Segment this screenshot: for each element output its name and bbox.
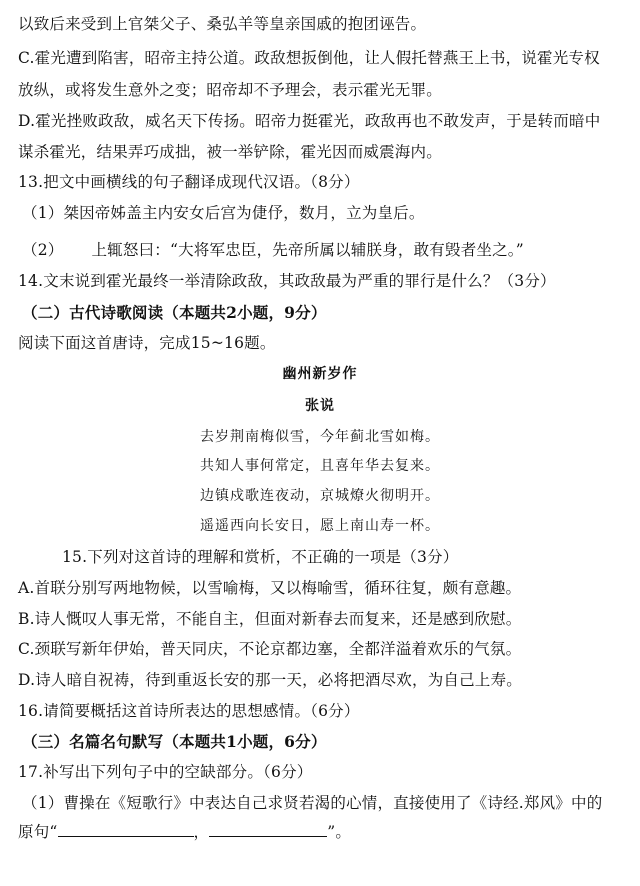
option-15c: C.颈联写新年伊始，普天同庆，不论京都边塞，全都洋溢着欢乐的气氛。 [18,640,522,658]
poem-instructions: 阅读下面这首唐诗，完成15~16题。 [18,334,276,352]
poem-author: 张说 [305,398,335,414]
poem-line-1: 去岁荆南梅似雪，今年蓟北雪如梅。 [200,429,440,445]
question-15: 15.下列对这首诗的理解和赏析，不正确的一项是（3分） [62,548,459,566]
option-c-line-2: 放纵，或将发生意外之变；昭帝却不予理会，表示霍光无罪。 [18,81,442,99]
answer-blank-2[interactable] [209,822,327,837]
section-2-heading: （二）古代诗歌阅读（本题共2小题，9分） [22,303,327,322]
question-16: 16.请简要概括这首诗所表达的思想感情。（6分） [18,702,360,720]
option-d-line-2: 谋杀霍光，结果弄巧成拙，被一举铲除，霍光因而威震海内。 [18,143,442,161]
answer-blank-1[interactable] [58,822,194,837]
poem-title: 幽州新岁作 [282,366,358,382]
question-13-part-1: （1）桀因帝姊盖主内安女后宫为倢伃，数月，立为皇后。 [22,204,425,222]
option-c-line-1: C.霍光遭到陷害，昭帝主持公道。政敌想扳倒他，让人假托替燕王上书，说霍光专权 [18,49,600,67]
question-13-part-2 [22,240,640,260]
poem-line-2: 共知人事何常定，且喜年华去复来。 [200,458,440,474]
option-15b: B.诗人慨叹人事无常，不能自主，但面对新春去而复来，还是感到欣慰。 [18,610,522,628]
question-14: 14.文末说到霍光最终一举清除政敌，其政敌最为严重的罪行是什么？（3分） [18,272,556,290]
option-15d: D.诗人暗自祝祷，待到重返长安的那一天，必将把酒尽欢，为自己上寿。 [18,671,522,689]
option-b-continuation: 以致后来受到上官桀父子、桑弘羊等皇亲国戚的抱团诬告。 [18,15,427,33]
option-15a: A.首联分别写两地物候，以雪喻梅，又以梅喻雪，循环往复，颇有意趣。 [18,579,522,597]
question-13: 13.把文中画横线的句子翻译成现代汉语。（8分） [18,173,360,191]
question-17: 17.补写出下列句子中的空缺部分。（6分） [18,763,313,781]
question-13-part-2-number: （2） [22,241,64,259]
section-3-heading: （三）名篇名句默写（本题共1小题，6分） [22,732,327,751]
poem-line-4: 遥遥西向长安日，愿上南山寿一杯。 [200,518,440,534]
question-13-part-2-text: 上辄怒曰：“大将军忠臣，先帝所属以辅朕身，敢有毁者坐之。” [91,241,524,259]
quote-close: ”。 [327,823,352,841]
poem-line-3: 边镇戍歌连夜动，京城燎火彻明开。 [200,488,440,504]
option-d-line-1: D.霍光挫败政敌，威名天下传扬。昭帝力挺霍光，政敌再也不敢发声，于是转而暗中 [18,112,601,130]
quote-open: 原句“ [18,823,58,841]
quote-comma: ， [193,823,210,841]
question-17-part-1: （1）曹操在《短歌行》中表达自己求贤若渴的心情，直接使用了《诗经.郑风》中的 [22,794,603,812]
question-17-part-1-blanks [18,822,640,842]
